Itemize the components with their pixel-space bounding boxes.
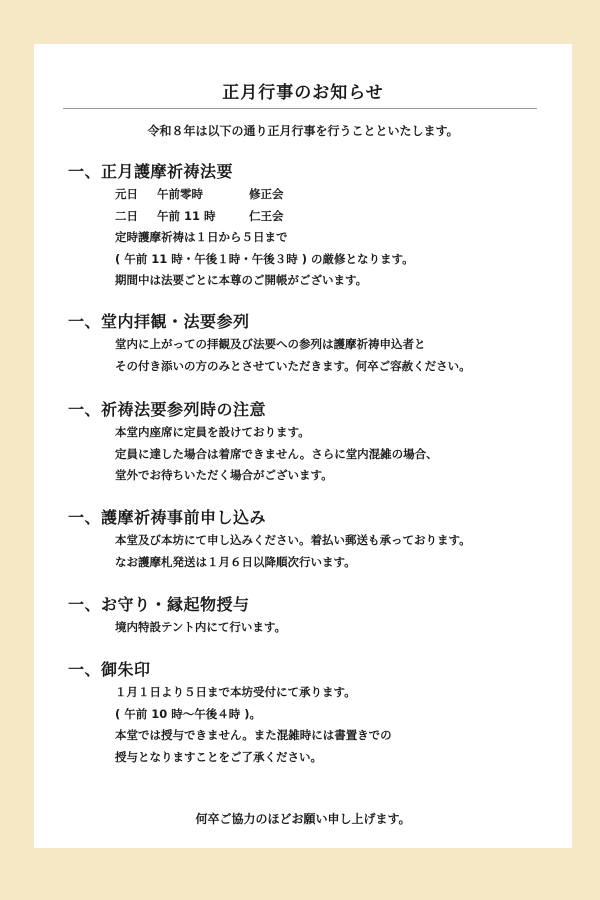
- section-goshuin: [68, 658, 568, 768]
- intro-text: 令和８年は以下の通り正月行事を行うことといたします。: [147, 124, 459, 138]
- section-dounai-haikan: [68, 310, 568, 377]
- schedule-time: 午前零時: [157, 187, 203, 201]
- schedule-day: 元日: [115, 187, 138, 201]
- section-omamori-juyo: [68, 593, 568, 639]
- section-line: ( 午前 10 時〜午後４時 )。: [115, 706, 262, 721]
- section-line: 境内特設テント内にて行います。: [115, 620, 287, 634]
- section-line: 定員に達した場合は着席できません。さらに堂内混雑の場合、: [115, 446, 438, 461]
- schedule-day: 二日: [115, 208, 138, 223]
- section-line: 定時護摩祈祷は１日から５日まで: [115, 230, 288, 244]
- closing-text: 何卒ご協力のほどお願い申し上げます。: [195, 812, 411, 826]
- section-heading: 一、祈祷法要参列時の注意: [68, 400, 267, 419]
- section-line: 本堂では授与できません。また混雑時には書置きでの: [115, 728, 392, 742]
- section-heading: 一、正月護摩祈祷法要: [68, 162, 234, 181]
- section-heading: 一、御朱印: [68, 660, 151, 679]
- notice-title: 正月行事のお知らせ: [222, 83, 384, 103]
- schedule-row: [115, 206, 568, 228]
- section-line: ( 午前 11 時・午後１時・午後３時 ) の厳修となります。: [115, 251, 414, 266]
- section-line: 授与となりますことをご了承ください。: [115, 749, 322, 764]
- title-divider: [63, 108, 537, 109]
- notice-card: [34, 44, 572, 848]
- schedule-event: 仁王会: [249, 208, 284, 223]
- section-heading: 一、お守り・縁起物授与: [68, 595, 250, 614]
- section-line: 本堂内座席に定員を設けております。: [115, 425, 310, 439]
- schedule-time: 午前 11 時: [157, 208, 216, 223]
- section-heading: 一、堂内拝観・法要参列: [68, 312, 250, 331]
- section-sanretsu-chuui: [68, 398, 568, 487]
- section-goma-kito-houyou: [68, 160, 568, 292]
- section-line: 堂外でお待ちいただく場合がございます。: [115, 468, 333, 482]
- schedule-row: [115, 184, 568, 206]
- section-heading: 一、護摩祈祷事前申し込み: [68, 508, 267, 527]
- section-jizen-moushikomi: [68, 506, 568, 573]
- section-line: 本堂及び本坊にて申し込みください。着払い郵送も承っております。: [115, 533, 471, 547]
- section-line: 堂内に上がっての拝観及び法要への参列は護摩祈祷申込者と: [115, 337, 426, 351]
- section-line: なお護摩札発送は１月６日以降順次行います。: [115, 554, 356, 569]
- section-line: １月１日より５日まで本坊受付にて承ります。: [115, 685, 356, 699]
- section-line: その付き添いの方のみとさせていただきます。何卒ご容赦ください。: [115, 358, 471, 373]
- section-line: 期間中は法要ごとに本尊のご開帳がございます。: [115, 273, 368, 287]
- schedule-event: 修正会: [249, 187, 284, 201]
